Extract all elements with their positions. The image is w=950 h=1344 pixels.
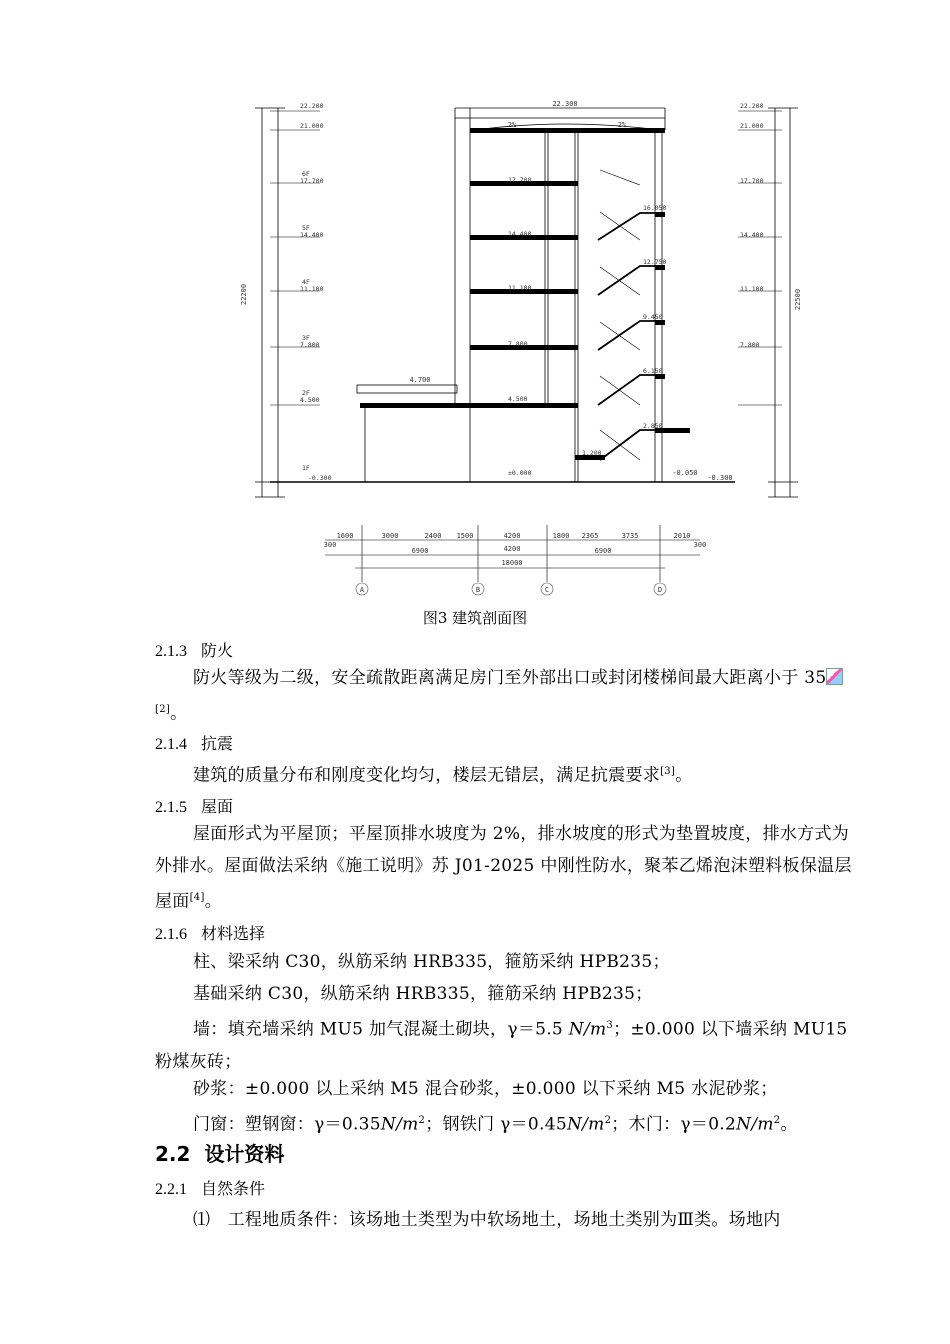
dim-3000: 3000 (381, 532, 399, 540)
paragraph-material-3 (155, 1010, 860, 1078)
canopy-level: 4.700 (409, 376, 431, 384)
left-total-dim: 22200 (240, 283, 248, 305)
paragraph-material-4: 砂浆：±0.000 以上采纳 M5 混合砂浆，±0.000 以下采纳 M5 水泥砂浆； (193, 1079, 778, 1099)
quake-end: 。 (675, 765, 693, 786)
dim-2365: 2365 (581, 532, 599, 540)
dim-2400: 2400 (424, 532, 442, 540)
inner-level-0: 17.700 (508, 176, 532, 184)
stair-level-5: 1.200 (582, 449, 602, 457)
mat5-b: ；钢铁门 γ＝0.45 (425, 1114, 567, 1135)
heading-number: 2.1.4 (155, 736, 187, 753)
dim-300-right: 300 (693, 541, 707, 549)
heading-title: 防火 (201, 641, 234, 660)
roof-slope-right: 2% (617, 121, 627, 129)
citation-3[interactable]: [3] (660, 766, 676, 777)
inner-level-3: 7.800 (508, 340, 528, 348)
paragraph-material-1: 柱、梁采纳 C30，纵筋采纳 HRB335，箍筋采纳 HPB235； (193, 952, 670, 972)
left-level-4: 11.100 (300, 285, 324, 293)
dim-4200-a: 4200 (503, 532, 521, 540)
axis-label-c: C (544, 586, 550, 594)
roof-text: 屋面形式为平屋顶；平屋顶排水坡度为 2%，排水坡度的形式为垫置坡度，排水方式为外排水。屋面做法采纳《施工说明》苏 J01-2025 中刚性防水，聚苯乙烯泡沫塑料板保温层屋面 (155, 824, 852, 912)
stair-level-2: 9.450 (643, 313, 663, 321)
mat5-end: 。 (780, 1114, 798, 1135)
paragraph-geology: ⑴ 工程地质条件：该场地土类型为中软场地土，场地土类别为Ⅲ类。场地内 (193, 1210, 781, 1230)
heading-number: 2.2 (155, 1142, 191, 1166)
axis-label-b: B (475, 586, 481, 594)
right-level-0: 22.200 (740, 102, 764, 110)
inner-level-1: 14.400 (508, 230, 532, 238)
stair-level-1: 12.750 (643, 258, 667, 266)
unit: N/m (380, 1114, 419, 1135)
axis-label-a: A (359, 586, 365, 594)
heading-number: 2.2.1 (155, 1181, 187, 1198)
unit-exp: 3 (606, 1020, 614, 1031)
right-level-1: 21.000 (740, 122, 764, 130)
right-level-5: 7.800 (740, 341, 760, 349)
heading-2-2-1 (155, 1176, 265, 1199)
citation-4[interactable]: [4] (189, 892, 205, 903)
roof-end: 。 (204, 891, 222, 912)
dim-2010: 2010 (673, 532, 691, 540)
dim-6900-b: 6900 (594, 547, 612, 555)
heading-2-1-5 (155, 794, 233, 817)
mat5-c: ；木门：γ＝0.2 (611, 1114, 737, 1135)
floor-tag-4f: 4F (302, 278, 310, 286)
paragraph-material-5 (155, 1105, 860, 1141)
right-ground-level-2: -0.300 (707, 474, 733, 482)
mat3-text: 墙：填充墙采纳 MU5 加气混凝土砌块，γ＝5.5 (193, 1019, 569, 1040)
top-level-label: 22.300 (552, 100, 578, 108)
paragraph-roof (155, 818, 860, 918)
unit: N/m (566, 1114, 605, 1135)
unit: N/m (736, 1114, 774, 1135)
left-level-5: 7.800 (300, 341, 320, 349)
left-level-1: 21.000 (300, 122, 324, 130)
broken-image-icon (826, 668, 843, 685)
left-level-7: -0.300 (308, 474, 332, 482)
dim-1500: 1500 (456, 532, 474, 540)
unit: N/m (568, 1019, 607, 1040)
right-ground-level: -0.050 (672, 469, 698, 477)
right-total-dim: 22500 (794, 288, 802, 310)
dim-4200-b: 4200 (503, 545, 521, 553)
floor-tag-3f: 3F (302, 334, 310, 342)
right-level-2: 17.700 (740, 177, 764, 185)
heading-number: 2.1.6 (155, 926, 187, 943)
dim-1800: 1800 (552, 532, 570, 540)
paragraph-fire (155, 662, 860, 730)
heading-title: 自然条件 (201, 1179, 266, 1198)
heading-number: 2.1.3 (155, 643, 187, 660)
heading-2-1-6 (155, 921, 265, 944)
stair-level-0: 16.050 (643, 204, 667, 212)
stair-level-3: 6.150 (643, 367, 663, 375)
heading-2-1-4 (155, 731, 233, 754)
dim-300-left: 300 (323, 541, 337, 549)
paragraph-material-2: 基础采纳 C30，纵筋采纳 HRB335，箍筋采纳 HPB235； (193, 984, 653, 1004)
citation-2[interactable]: [2] (155, 704, 171, 715)
figure-caption: 图3 建筑剖面图 (422, 609, 528, 627)
unit-exp: 2 (773, 1115, 781, 1126)
left-level-6: 4.500 (300, 396, 320, 404)
fire-end: 。 (170, 703, 188, 724)
mat5-a: 门窗：塑钢窗：γ＝0.35 (193, 1114, 381, 1135)
roof-slope-left: 2% (507, 121, 517, 129)
fire-text: 防火等级为二级，安全疏散距离满足房门至外部出口或封闭楼梯间最大距离小于 35 (193, 668, 827, 688)
heading-title: 抗震 (201, 734, 234, 753)
dim-6900-a: 6900 (411, 547, 429, 555)
left-level-3: 14.400 (300, 231, 324, 239)
floor-tag-1f: 1F (302, 464, 310, 472)
quake-text: 建筑的质量分布和刚度变化均匀，楼层无错层，满足抗震要求 (193, 765, 661, 786)
heading-title: 屋面 (201, 797, 234, 816)
heading-2-2 (155, 1138, 284, 1167)
unit-exp: 2 (418, 1115, 426, 1126)
right-level-4: 11.100 (740, 285, 764, 293)
inner-level-4: 4.500 (508, 395, 528, 403)
dim-18000: 18000 (501, 559, 523, 567)
dim-3735: 3735 (621, 532, 639, 540)
inner-level-5: ±0.000 (508, 469, 532, 477)
floor-tag-2f: 2F (302, 389, 310, 397)
left-level-2: 17.700 (300, 177, 324, 185)
inner-level-2: 11.100 (508, 284, 532, 292)
left-level-0: 22.200 (300, 102, 324, 110)
axis-label-d: D (657, 586, 663, 594)
stair-level-4: 2.850 (643, 422, 663, 430)
building-section-drawing (240, 95, 810, 605)
paragraph-quake (155, 756, 860, 792)
floor-tag-5f: 5F (302, 224, 310, 232)
heading-2-1-3 (155, 638, 233, 661)
floor-tag-6f: 6F (302, 170, 310, 178)
unit-exp: 2 (604, 1115, 612, 1126)
heading-title: 设计资料 (204, 1142, 285, 1166)
heading-title: 材料选择 (201, 924, 266, 943)
heading-number: 2.1.5 (155, 799, 187, 816)
right-level-3: 14.400 (740, 231, 764, 239)
dim-1600: 1600 (336, 532, 354, 540)
mat3-text-2: ；±0.000 以下墙采纳 MU15 粉煤灰砖； (155, 1019, 848, 1072)
